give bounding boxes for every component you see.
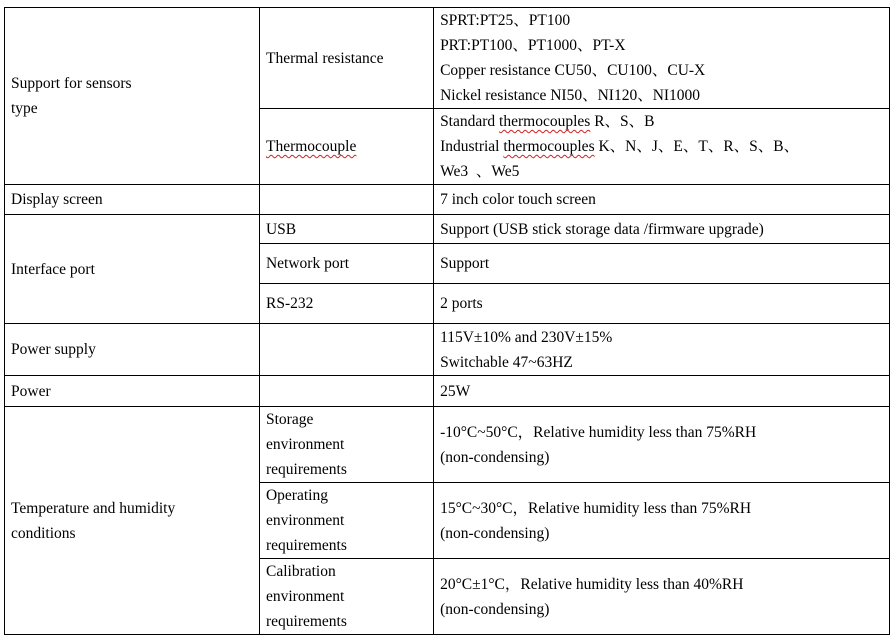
- calibration-label-cell: [259, 559, 433, 635]
- thermal-resistance-label: Thermal resistance: [259, 8, 433, 109]
- empty-cell: [259, 376, 433, 407]
- thermocouple-label: Thermocouple: [265, 138, 357, 155]
- thermal-resistance-value: Nickel resistance NI50、NI120、NI1000: [440, 87, 701, 104]
- standard-suffix: R、S、B: [590, 113, 655, 130]
- network-label: Network port: [259, 244, 433, 284]
- thermal-resistance-value: PRT:PT100、PT1000、PT-X: [440, 37, 626, 54]
- sensors-label-cell: [5, 8, 260, 185]
- usb-value: Support (USB stick storage data /firmware upgrade): [434, 215, 890, 244]
- thermal-resistance-value: SPRT:PT25、PT100: [440, 12, 571, 29]
- thermocouple-label-cell: [259, 109, 433, 185]
- calibration-label-line: Calibration: [265, 563, 336, 580]
- standard-prefix: Standard: [440, 113, 500, 130]
- network-value: Support: [434, 244, 890, 284]
- interface-label: Interface port: [5, 215, 260, 324]
- power-supply-line2: Switchable 47~63HZ: [440, 353, 573, 371]
- conditions-label-cell: [5, 407, 260, 635]
- industrial-word: thermocouples: [503, 138, 595, 155]
- rs232-value: 2 ports: [434, 284, 890, 324]
- empty-cell: [259, 324, 433, 376]
- operating-value: [434, 483, 890, 559]
- storage-value-line1: -10°C~50°C，Relative humidity less than 75%RH: [440, 423, 757, 441]
- operating-value-line2: (non-condensing): [440, 524, 550, 542]
- sensors-label-line1: Support for sensors: [11, 75, 132, 92]
- calibration-value: [434, 559, 890, 635]
- operating-label-cell: [259, 483, 433, 559]
- operating-label-line: environment: [265, 512, 345, 529]
- usb-label: USB: [259, 215, 433, 244]
- calibration-value-line1: 20°C±1°C，Relative humidity less than 40%RH: [440, 575, 744, 593]
- conditions-label-line2: conditions: [11, 524, 76, 542]
- spec-table: [4, 7, 890, 635]
- standard-word: thermocouples: [499, 113, 591, 130]
- calibration-value-line2: (non-condensing): [440, 600, 550, 618]
- empty-cell: [259, 185, 433, 215]
- table-row: [5, 376, 890, 407]
- calibration-label-line: environment: [265, 588, 345, 605]
- power-supply-values: [434, 324, 890, 376]
- industrial-thermocouples-line2: We3 、We5: [440, 163, 520, 180]
- display-value: 7 inch color touch screen: [434, 185, 890, 215]
- conditions-label-line1: Temperature and humidity: [11, 499, 176, 517]
- storage-label-line: Storage: [265, 411, 314, 428]
- standard-thermocouples-line: [440, 109, 883, 134]
- operating-label-line: Operating: [265, 487, 328, 504]
- table-row: [5, 185, 890, 215]
- storage-value: [434, 407, 890, 483]
- industrial-thermocouples-line: [440, 134, 883, 159]
- table-row: [5, 324, 890, 376]
- thermocouple-values: [434, 109, 890, 185]
- table-row: [5, 215, 890, 244]
- industrial-suffix: K、N、J、E、T、R、S、B、: [594, 138, 800, 155]
- industrial-prefix: Industrial: [440, 138, 504, 155]
- thermal-resistance-values: [434, 8, 890, 109]
- rs232-label: RS-232: [259, 284, 433, 324]
- power-label: Power: [5, 376, 260, 407]
- table-row: [5, 407, 890, 483]
- storage-label-line: requirements: [265, 461, 347, 478]
- storage-label-line: environment: [265, 436, 345, 453]
- power-supply-label: Power supply: [5, 324, 260, 376]
- display-label: Display screen: [5, 185, 260, 215]
- calibration-label-line: requirements: [265, 613, 347, 630]
- storage-value-line2: (non-condensing): [440, 448, 550, 466]
- table-row: [5, 8, 890, 109]
- storage-label-cell: [259, 407, 433, 483]
- power-supply-line1: 115V±10% and 230V±15%: [440, 328, 613, 346]
- thermal-resistance-value: Copper resistance CU50、CU100、CU-X: [440, 62, 706, 79]
- power-value: 25W: [434, 376, 890, 407]
- sensors-label-line2: type: [11, 100, 38, 117]
- operating-value-line1: 15°C~30°C，Relative humidity less than 75%RH: [440, 499, 752, 517]
- operating-label-line: requirements: [265, 537, 347, 554]
